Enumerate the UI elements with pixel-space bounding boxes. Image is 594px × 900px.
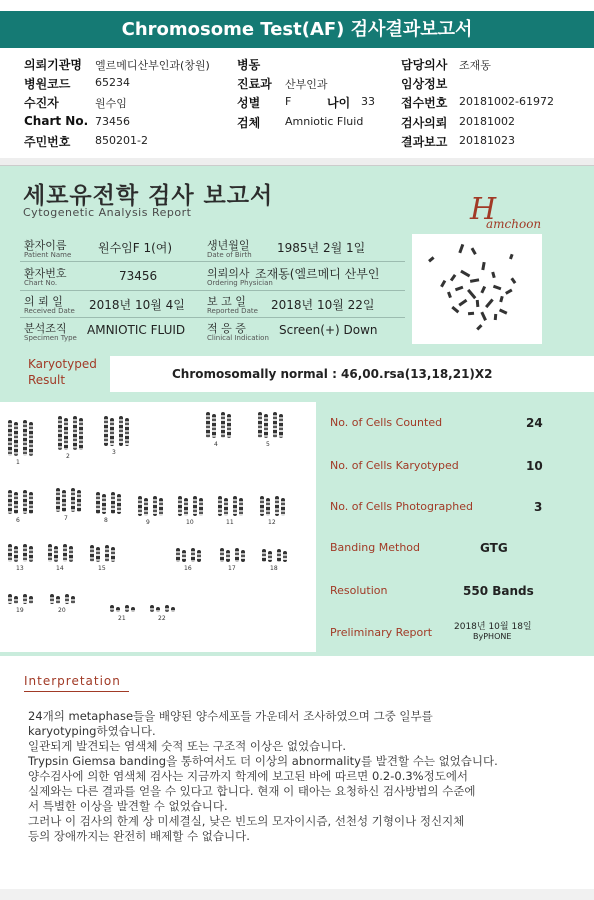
patient-info-table <box>20 233 405 347</box>
chromosome-pair <box>220 548 245 562</box>
chromosome <box>176 548 180 562</box>
karyotyped-result-label <box>28 356 97 388</box>
dob-label: 생년월일 <box>207 239 250 252</box>
received-label: 의 뢰 일 <box>24 295 63 308</box>
chromosome-pair <box>96 492 121 514</box>
cells-photographed-label: No. of Cells Photographed <box>330 500 473 513</box>
chromosome <box>144 498 148 516</box>
chromosome-number: 9 <box>146 519 150 526</box>
chromosome <box>48 544 52 562</box>
banding-method-label: Banding Method <box>330 541 421 554</box>
info-row <box>20 262 405 291</box>
patient-name-label: 환자이름 <box>24 239 67 252</box>
karyotyped-label-line1: Karyotyped <box>28 357 97 371</box>
chromosome <box>178 496 182 516</box>
chromosome-pair <box>8 490 33 514</box>
chromosome <box>262 549 266 562</box>
chromosome-pair <box>178 496 203 516</box>
chromosome <box>29 596 33 604</box>
chromosome <box>171 607 175 612</box>
chromosome-number: 5 <box>266 441 270 448</box>
chromosome <box>56 596 60 604</box>
chromosome-pair <box>104 416 129 446</box>
report-date-label: 결과보고 <box>401 135 448 149</box>
chromosome <box>117 494 121 514</box>
karyotype-result: Chromosomally normal : 46,00.rsa(13,18,21)X2 <box>110 356 594 392</box>
chromosome-pair <box>50 594 75 604</box>
specimen-type-label-en: Specimen Type <box>24 334 77 342</box>
chromosome-pair <box>8 420 33 456</box>
chromosome-number: 10 <box>186 519 194 526</box>
received-label-en: Received Date <box>24 307 75 315</box>
hospital-code-label: 병원코드 <box>24 77 71 91</box>
chromosome-number: 17 <box>228 565 236 572</box>
info-row <box>20 291 405 318</box>
age-value: 33 <box>361 95 375 108</box>
indication-label-en: Clinical Indication <box>207 334 269 342</box>
chromosome-pair <box>262 549 287 562</box>
chromosome <box>8 490 12 514</box>
resolution-label: Resolution <box>330 584 388 597</box>
cells-karyotyped-value: 10 <box>526 459 543 473</box>
chromosome-number: 12 <box>268 519 276 526</box>
chromosome <box>54 546 58 562</box>
interpretation-heading: Interpretation <box>24 674 121 688</box>
preliminary-report-by: ByPHONE <box>473 632 512 641</box>
chromosome <box>14 492 18 514</box>
chromosome <box>63 544 67 562</box>
chromosome-number: 6 <box>16 517 20 524</box>
chromosome-number: 7 <box>64 515 68 522</box>
chromosome <box>110 418 114 446</box>
chromosome <box>191 548 195 562</box>
chromosome <box>131 607 135 612</box>
chromosome <box>110 605 114 612</box>
ordering-value: 조재동(엘르메디 산부인 <box>255 267 380 281</box>
chromosome-pair <box>138 496 163 516</box>
chromosome <box>182 550 186 562</box>
report-heading: 세포유전학 검사 보고서 <box>23 183 274 209</box>
interpretation-line: karyotyping하였습니다. <box>28 724 156 738</box>
reported-label: 보 고 일 <box>207 295 246 308</box>
chromosome <box>277 549 281 562</box>
chromosome <box>50 594 54 604</box>
patient-name-label-en: Patient Name <box>24 251 72 259</box>
chromosome <box>125 418 129 446</box>
chromosome <box>104 416 108 446</box>
chromosome-number: 11 <box>226 519 234 526</box>
interpretation-line: 서 특별한 이상을 발견할 수 없었습니다. <box>28 799 228 813</box>
chromosome <box>79 418 83 450</box>
chromosome-number: 19 <box>16 607 24 614</box>
chromosome <box>156 607 160 612</box>
indication-value: Screen(+) Down <box>279 323 378 337</box>
cells-counted-label: No. of Cells Counted <box>330 416 443 429</box>
chromosome <box>233 496 237 516</box>
chromosome-pair <box>8 544 33 562</box>
chromosome <box>258 412 262 438</box>
dob-value: 1985년 2월 1일 <box>277 241 366 255</box>
chromosome <box>226 550 230 562</box>
chromosome <box>73 416 77 450</box>
info-row <box>20 233 405 262</box>
chromosome <box>23 594 27 604</box>
interpretation-body <box>28 709 568 844</box>
chromosome <box>266 498 270 516</box>
ordering-label: 의뢰의사 <box>207 267 250 280</box>
chromosome <box>14 422 18 456</box>
chromosome <box>153 496 157 516</box>
chromosome <box>14 546 18 562</box>
specimen-type-label: 분석조직 <box>24 322 67 335</box>
info-row <box>20 318 405 345</box>
preliminary-report-date: 2018년 10월 18일 <box>454 622 532 632</box>
report-title-bar: Chromosome Test(AF) 검사결과보고서 <box>0 11 594 48</box>
chromosome <box>71 488 75 512</box>
chromosome <box>8 544 12 562</box>
chromosome <box>23 490 27 514</box>
request-date-value: 20181002 <box>459 115 515 128</box>
chromosome <box>23 544 27 562</box>
hamchoon-logo <box>470 192 550 236</box>
chromosome-pair <box>48 544 73 562</box>
chart-label-en: Chart No. <box>24 279 58 287</box>
chromosome <box>125 605 129 612</box>
chromosome <box>90 545 94 562</box>
interpretation-line: Trypsin Giemsa banding을 통하여서도 더 이상의 abnormality를 발견할 수는 없었습니다. <box>28 754 498 768</box>
report-date-value: 20181023 <box>459 134 515 147</box>
logo-text: amchoon <box>486 217 542 231</box>
ordering-label-en: Ordering Physician <box>207 279 273 287</box>
chromosome <box>62 490 66 512</box>
report-subheading: Cytogenetic Analysis Report <box>23 206 192 219</box>
institution-value: 엘르메디산부인과(창원) <box>95 59 210 72</box>
chromosome <box>273 412 277 438</box>
specimen-value: Amniotic Fluid <box>285 115 364 128</box>
chromosome-number: 22 <box>158 615 166 622</box>
chromosome-number: 2 <box>66 453 70 460</box>
doctor-label: 담당의사 <box>401 58 448 72</box>
indication-label: 적 응 증 <box>207 322 246 335</box>
chromosome <box>184 498 188 516</box>
chromosome <box>102 494 106 514</box>
chromosome <box>279 414 283 438</box>
interpretation-underline <box>24 691 129 692</box>
chromosome <box>119 416 123 446</box>
chromosome-number: 20 <box>58 607 66 614</box>
chromosome <box>29 492 33 514</box>
chromosome <box>8 594 12 604</box>
metaphase-spread-graphic <box>412 234 542 344</box>
institution-label: 의뢰기관명 <box>24 58 82 72</box>
chart-no-value: 73456 <box>95 115 130 128</box>
chromosome <box>69 546 73 562</box>
chromosome <box>65 594 69 604</box>
karyotyped-label-line2: Result <box>28 373 66 387</box>
chromosome <box>56 488 60 512</box>
chromosome <box>96 547 100 562</box>
chromosome <box>159 498 163 516</box>
chromosome-number: 21 <box>118 615 126 622</box>
hospital-code-value: 65234 <box>95 76 130 89</box>
logo-letter: H <box>470 192 497 227</box>
chromosome-pair <box>56 488 81 512</box>
metaphase-spread-image <box>412 234 542 344</box>
chromosome <box>227 414 231 438</box>
chromosome <box>105 545 109 562</box>
chromosome <box>264 414 268 438</box>
chromosome <box>193 496 197 516</box>
chromosome <box>268 551 272 562</box>
chromosome-number: 14 <box>56 565 64 572</box>
resident-no-label: 주민번호 <box>24 135 71 149</box>
interpretation-line: 24개의 metaphase들을 배양된 양수세포들 가운데서 조사하였으며 그중 일부를 <box>28 709 433 723</box>
chromosome <box>197 550 201 562</box>
clinical-info-label: 임상정보 <box>401 77 448 91</box>
chromosome-number: 3 <box>112 449 116 456</box>
chromosome-pair <box>110 605 135 612</box>
chromosome <box>77 490 81 512</box>
chromosome-pair <box>176 548 201 562</box>
chromosome-pair <box>8 594 33 604</box>
chromosome <box>220 548 224 562</box>
chromosome-number: 16 <box>184 565 192 572</box>
chromosome <box>138 496 142 516</box>
chromosome-pair <box>218 496 243 516</box>
chromosome-pair <box>90 545 115 562</box>
chromosome-number: 15 <box>98 565 106 572</box>
chart-value: 73456 <box>119 269 158 283</box>
chromosome <box>23 420 27 456</box>
header-info <box>0 52 594 157</box>
interpretation-line: 그러나 이 검사의 한계 상 미세결실, 낮은 빈도의 모자이시즘, 선천성 기형이나 정신지체 <box>28 814 465 828</box>
chromosome <box>235 548 239 562</box>
chromosome <box>96 492 100 514</box>
page-footer <box>0 889 594 900</box>
age-label: 나이 <box>327 96 351 110</box>
chromosome <box>29 546 33 562</box>
chromosome <box>206 412 210 438</box>
request-date-label: 검사의뢰 <box>401 116 448 130</box>
chromosome <box>150 605 154 612</box>
chromosome <box>218 496 222 516</box>
preliminary-report-label: Preliminary Report <box>330 626 433 639</box>
chromosome-pair <box>206 412 231 438</box>
cells-photographed-value: 3 <box>534 500 543 514</box>
chromosome <box>199 498 203 516</box>
chromosome-number: 13 <box>16 565 24 572</box>
chromosome <box>71 596 75 604</box>
chromosome-number: 8 <box>104 517 108 524</box>
sex-label: 성별 <box>237 96 261 110</box>
received-value: 2018년 10월 4일 <box>89 298 185 312</box>
chromosome <box>29 422 33 456</box>
chromosome-number: 18 <box>270 565 278 572</box>
interpretation-line: 실제와는 다른 결과를 얻을 수 있다고 합니다. 현재 이 태아는 요청하신 검사방법의 수준에 <box>28 784 476 798</box>
reported-value: 2018년 10월 22일 <box>271 298 375 312</box>
chromosome <box>116 607 120 612</box>
cells-karyotyped-label: No. of Cells Karyotyped <box>330 459 459 472</box>
specimen-label: 검체 <box>237 116 261 130</box>
chromosome <box>58 416 62 450</box>
specimen-type-value: AMNIOTIC FLUID <box>87 323 186 337</box>
resolution-value: 550 Bands <box>463 584 534 598</box>
interpretation-line: 양수검사에 의한 염색체 검사는 지금까지 학계에 보고된 바에 따르면 0.2-0.3%정도에서 <box>28 769 469 783</box>
cells-counted-value: 24 <box>526 416 543 430</box>
chromosome <box>275 496 279 516</box>
receipt-no-label: 접수번호 <box>401 96 448 110</box>
department-value: 산부인과 <box>285 78 328 91</box>
chromosome-number: 1 <box>16 459 20 466</box>
section-divider <box>0 158 594 166</box>
chromosome-pair <box>150 605 175 612</box>
chromosome-pair <box>258 412 283 438</box>
patient-label: 수진자 <box>24 96 59 110</box>
chromosome <box>111 492 115 514</box>
chromosome-pair <box>58 416 83 450</box>
dob-label-en: Date of Birth <box>207 251 252 259</box>
karyogram-image <box>0 402 316 652</box>
chromosome <box>8 420 12 456</box>
interpretation-line: 일관되게 발견되는 염색체 숫적 또는 구조적 이상은 없었습니다. <box>28 739 347 753</box>
sex-value: F <box>285 95 292 108</box>
chromosome <box>260 496 264 516</box>
chart-label: 환자번호 <box>24 267 67 280</box>
chart-no-label: Chart No. <box>24 114 89 128</box>
chromosome-pair <box>260 496 285 516</box>
chromosome <box>165 605 169 612</box>
banding-method-value: GTG <box>480 541 508 555</box>
patient-name-value: 원수임F 1(여) <box>98 241 173 255</box>
cell-statistics <box>316 402 594 652</box>
chromosome <box>281 498 285 516</box>
interpretation-line: 등의 장애까지는 완전히 배제할 수 없습니다. <box>28 829 250 843</box>
chromosome <box>64 418 68 450</box>
resident-no-value: 850201-2 <box>95 134 148 147</box>
patient-value: 원수임 <box>95 97 127 110</box>
cytogenetic-report <box>0 166 594 656</box>
chromosome <box>111 547 115 562</box>
chromosome <box>283 551 287 562</box>
department-label: 진료과 <box>237 77 272 91</box>
chromosome <box>221 412 225 438</box>
chromosome <box>239 498 243 516</box>
reported-label-en: Reported Date <box>207 307 258 315</box>
chromosome <box>241 550 245 562</box>
ward-label: 병동 <box>237 58 261 72</box>
chromosome <box>224 498 228 516</box>
chromosome <box>14 596 18 604</box>
receipt-no-value: 20181002-61972 <box>459 95 554 108</box>
chromosome-number: 4 <box>214 441 218 448</box>
doctor-value: 조재동 <box>459 59 491 72</box>
chromosome <box>212 414 216 438</box>
